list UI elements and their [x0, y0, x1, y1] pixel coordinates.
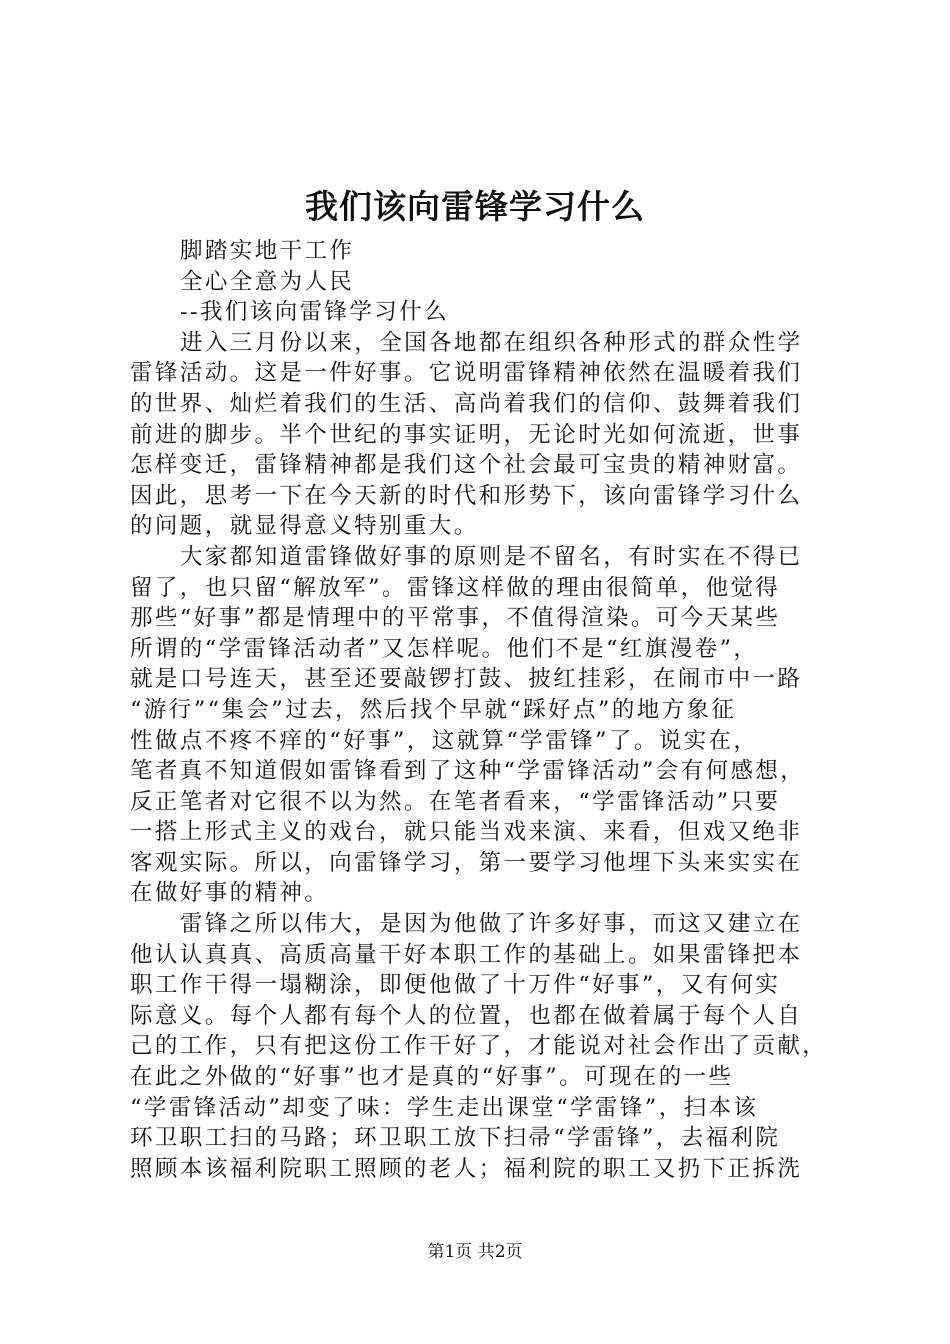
page-footer: 第1页 共2页: [427, 1242, 523, 1262]
paragraph-3-line: 职工作干得一塌糊涂，即便他做了十万件“好事”，又有何实: [130, 972, 781, 999]
paragraph-3-line: 他认认真真、高质高量干好本职工作的基础上。如果雷锋把本: [130, 941, 803, 968]
paragraph-3-line: 际意义。每个人都有每个人的位置，也都在做着属于每个人自: [130, 1002, 803, 1029]
paragraph-1-line: 前进的脚步。半个世纪的事实证明，无论时光如何流逝，世事: [130, 421, 803, 448]
paragraph-1-line: 的世界、灿烂着我们的生活、高尚着我们的信仰、鼓舞着我们: [130, 390, 803, 417]
paragraph-2-line: 留了，也只留“解放军”。雷锋这样做的理由很简单，他觉得: [130, 574, 781, 601]
paragraph-1-line: 因此，思考一下在今天新的时代和形势下，该向雷锋学习什么: [130, 482, 803, 509]
paragraph-2-line: 大家都知道雷锋做好事的原则是不留名，有时实在不得已: [180, 543, 803, 570]
paragraph-1-line: 雷锋活动。这是一件好事。它说明雷锋精神依然在温暖着我们: [130, 360, 803, 387]
paragraph-3-line: 照顾本该福利院职工照顾的老人；福利院的职工又扔下正拆洗: [130, 1155, 803, 1182]
paragraph-2-line: 在做好事的精神。: [130, 880, 330, 907]
paragraph-3-line: 己的工作，只有把这份工作干好了，才能说对社会作出了贡献，: [130, 1033, 828, 1060]
paragraph-3-line: 雷锋之所以伟大，是因为他做了许多好事，而这又建立在: [180, 911, 803, 938]
paragraph-2-line: 就是口号连天，甚至还要敲锣打鼓、披红挂彩，在闹市中一路: [130, 666, 803, 693]
document-body: [130, 236, 833, 1184]
paragraph-2-line: “游行”“集会”过去，然后找个早就“踩好点”的地方象征: [130, 696, 737, 723]
paragraph-1-line: 进入三月份以来，全国各地都在组织各种形式的群众性学: [180, 329, 803, 356]
paragraph-2-line: 所谓的“学雷锋活动者”又怎样呢。他们不是“红旗漫卷”，: [130, 635, 759, 662]
paragraph-3-line: “学雷锋活动”却变了味：学生走出课堂“学雷锋”，扫本该: [130, 1094, 759, 1121]
paragraph-2-line: 客观实际。所以，向雷锋学习，第一要学习他埋下头来实实在: [130, 849, 803, 876]
document-title: 我们该向雷锋学习什么: [305, 187, 645, 226]
paragraph-2-line: 反正笔者对它很不以为然。在笔者看来，“学雷锋活动”只要: [130, 788, 781, 815]
subtitle-line-1: 脚踏实地干工作: [180, 238, 355, 264]
paragraph-3-line: 环卫职工扫的马路；环卫职工放下扫帚“学雷锋”，去福利院: [130, 1125, 781, 1152]
paragraph-2-line: 那些“好事”都是情理中的平常事，不值得渲染。可今天某些: [130, 605, 781, 632]
paragraph-2-line: 一搭上形式主义的戏台，就只能当戏来演、来看，但戏又绝非: [130, 819, 803, 846]
paragraph-1-line: 怎样变迁，雷锋精神都是我们这个社会最可宝贵的精神财富。: [130, 452, 803, 479]
paragraph-3-line: 在此之外做的“好事”也才是真的“好事”。可现在的一些: [130, 1064, 734, 1091]
paragraph-1-line: 的问题，就显得意义特别重大。: [130, 513, 479, 540]
subtitle-line-2: 全心全意为人民: [180, 268, 355, 295]
paragraph-2-line: 笔者真不知道假如雷锋看到了这种“学雷锋活动”会有何感想，: [130, 758, 806, 785]
subtitle-line-3: --我们该向雷锋学习什么: [180, 299, 450, 326]
paragraph-2-line: 性做点不疼不痒的“好事”，这就算“学雷锋”了。说实在，: [130, 727, 759, 754]
